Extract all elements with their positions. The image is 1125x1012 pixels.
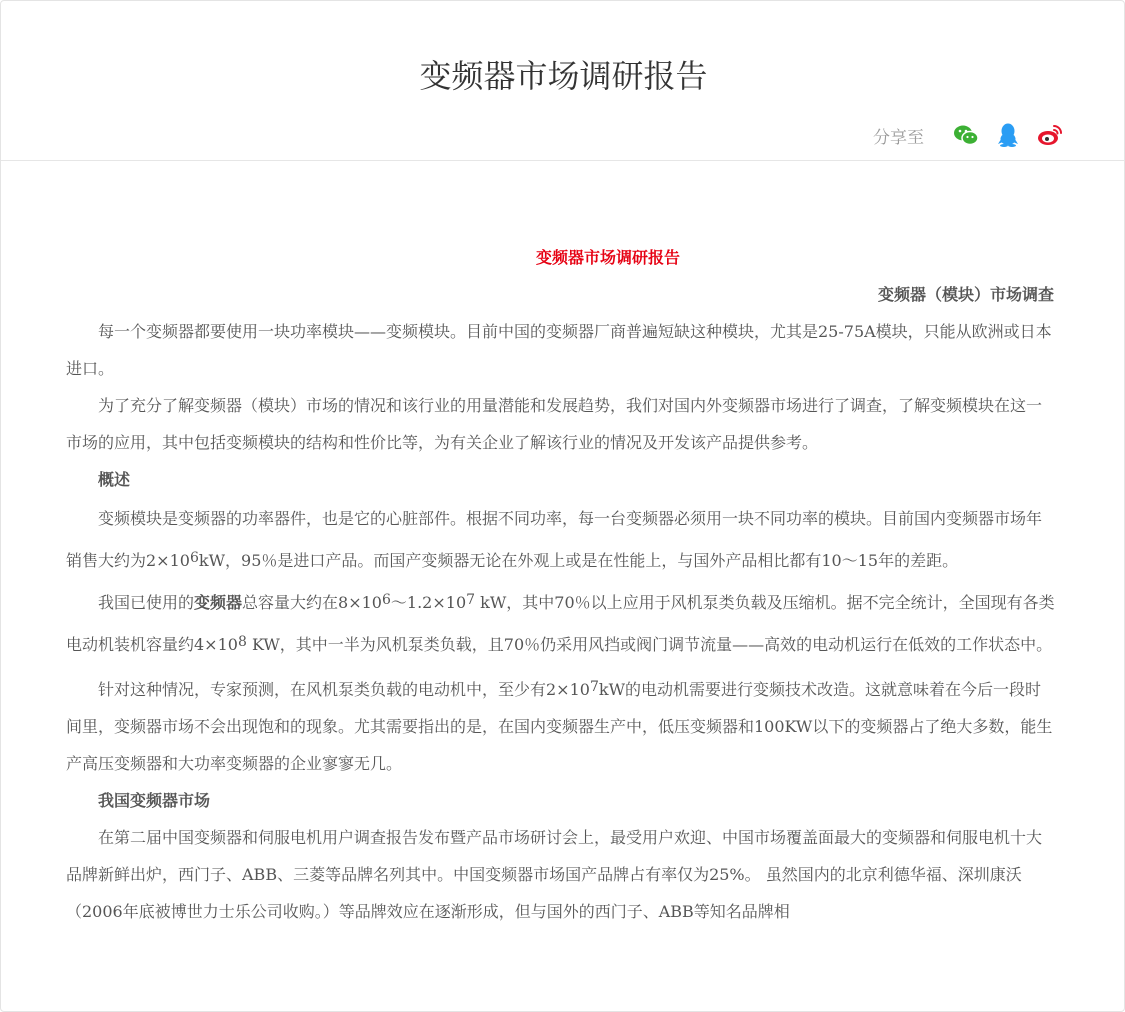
paragraph	[66, 582, 1056, 666]
superscript: 6	[381, 592, 391, 608]
superscript: 6	[189, 550, 199, 566]
text-run: ～1.2×10	[390, 593, 467, 612]
superscript: 7	[466, 592, 476, 608]
paragraph	[66, 671, 1056, 782]
wechat-icon[interactable]	[952, 121, 980, 149]
section-heading-market: 我国变频器市场	[98, 791, 211, 810]
superscript: 8	[237, 634, 247, 650]
text-run: kW，其中70％以上应用于风机泵类负载及压缩机。据不完全统计，全国现有各类电动机装机容量约4×10	[66, 593, 1055, 654]
paragraph: 为了充分了解变频器（模块）市场的情况和该行业的用量潜能和发展趋势，我们对国内外变频器市场进行了调查，了解变频模块在这一市场的应用，其中包括变频模块的结构和性价比等，为有关企业了解该行业的情况及开发该产品提供参考。	[66, 396, 1043, 452]
paragraph	[66, 498, 1056, 582]
superscript: 7	[589, 679, 599, 695]
article-body	[66, 239, 1056, 930]
text-run: kW，95％是进口产品。而国产变频器无论在外观上或是在性能上，与国外产品相比都有10～15年的差距。	[198, 551, 959, 570]
text-run: 总容量大约在8×10	[242, 593, 382, 612]
qq-icon[interactable]	[994, 121, 1022, 149]
section-heading-overview: 概述	[98, 470, 131, 489]
text-run: 我国已使用的	[98, 593, 195, 612]
paragraph: 在第二届中国变频器和伺服电机用户调查报告发布暨产品市场研讨会上，最受用户欢迎、中国市场覆盖面最大的变频器和伺服电机十大品牌新鲜出炉，西门子、ABB、三菱等品牌名列其中。中国变频器市场国产品牌占有率仅为25%。 虽然国内的北京利德华福、深圳康沃（2006年底被博世力士乐公司收购。）等品牌效应在逐渐形成，但与国外的西门子、ABB等知名品牌相	[66, 828, 1043, 921]
article-title: 变频器市场调研报告	[535, 248, 680, 267]
share-label: 分享至	[873, 127, 924, 148]
bold-term: 变频器	[194, 593, 243, 612]
weibo-icon[interactable]	[1036, 121, 1064, 149]
article-subtitle: 变频器（模块）市场调查	[877, 285, 1054, 304]
page-title: 变频器市场调研报告	[419, 57, 708, 95]
paragraph: 每一个变频器都要使用一块功率模块——变频模块。目前中国的变频器厂商普遍短缺这种模块，尤其是25-75A模块，只能从欧洲或日本进口。	[66, 322, 1052, 378]
text-run: kW的电动机需要进行变频技术改造。这就意味着在今后一段时间里，变频器市场不会出现饱和的现象。尤其需要指出的是，在国内变频器生产中，低压变频器和100KW以下的变频器占了绝大多数，能生产高压变频器和大功率变频器的企业寥寥无几。	[66, 680, 1053, 773]
text-run: 针对这种情况，专家预测，在风机泵类负载的电动机中，至少有2×10	[98, 680, 590, 699]
page-header	[1, 1, 1124, 161]
text-run: KW，其中一半为风机泵类负载，且70％仍采用风挡或阀门调节流量——高效的电动机运行在低效的工作状态中。	[246, 635, 1053, 654]
share-bar	[873, 120, 1064, 150]
text-run: 变频模块是变频器的功率器件，也是它的心脏部件。根据不同功率，每一台变频器必须用一块不同功率的模块。目前国内变频器市场年销售大约为2×10	[66, 509, 1043, 570]
